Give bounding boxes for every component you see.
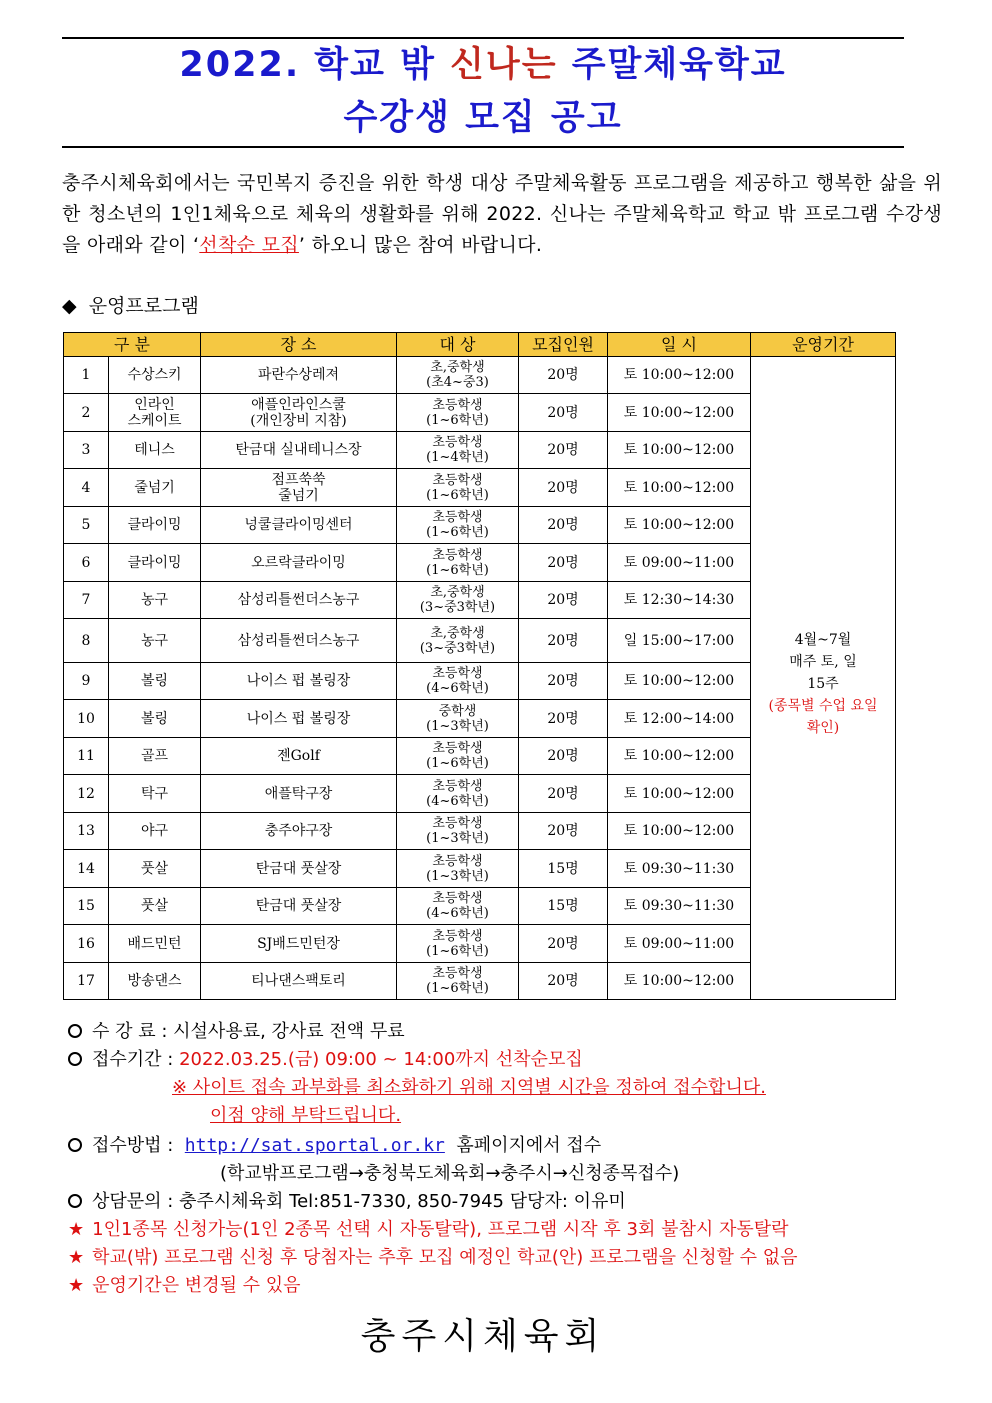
- row-number: 1: [64, 357, 109, 394]
- row-time: 토 09:30~11:30: [608, 888, 751, 925]
- row-target: [397, 700, 519, 738]
- warning-row-1: ★ 1인1종목 신청가능(1인 2종목 선택 시 자동탈락), 프로그램 시작 후 3회 불참시 자동탈락: [68, 1219, 789, 1240]
- row-target: [397, 813, 519, 850]
- star-icon: ★: [68, 1275, 85, 1296]
- circle-bullet-icon: [68, 1138, 82, 1152]
- row-target: [397, 775, 519, 813]
- row-time: 토 10:00~12:00: [608, 663, 751, 700]
- target-grade: (1~6학년): [426, 562, 489, 578]
- row-place: 나이스 펍 볼링장: [201, 700, 397, 738]
- target-group: 초등학생: [432, 397, 483, 413]
- period-line1: 4월~7월: [794, 632, 852, 648]
- row-time: 토 10:00~12:00: [608, 813, 751, 850]
- row-target: [397, 738, 519, 775]
- row-sport: 농구: [109, 619, 201, 663]
- row-sport: 방송댄스: [109, 963, 201, 1000]
- row-sport: 배드민턴: [109, 925, 201, 963]
- row-sport: 풋살: [109, 888, 201, 925]
- row-number: 10: [64, 700, 109, 738]
- period-line2: 매주 토, 일: [789, 654, 857, 670]
- row-count: 20명: [519, 813, 608, 850]
- row-sport: 클라이밍: [109, 507, 201, 544]
- row-time: 토 12:30~14:30: [608, 582, 751, 619]
- row-place: 탄금대 실내테니스장: [201, 432, 397, 469]
- row-count: 20명: [519, 432, 608, 469]
- operation-period-cell: [751, 357, 896, 1000]
- row-sport: 탁구: [109, 775, 201, 813]
- row-target: [397, 850, 519, 888]
- period-line4: (종목별 수업 요일: [768, 698, 878, 714]
- target-group: 초등학생: [432, 928, 483, 944]
- row-sport: 수상스키: [109, 357, 201, 394]
- page-title-line1: 2022. 학교 밖 신나는 주말체육학교: [179, 45, 787, 85]
- target-grade: (4~6학년): [426, 681, 489, 696]
- warning-row-3: ★ 운영기간은 변경될 수 있음: [68, 1275, 301, 1296]
- row-target: [397, 663, 519, 700]
- row-sport: 클라이밍: [109, 544, 201, 582]
- row-place: 점프쑥쑥 줄넘기: [201, 469, 397, 507]
- target-grade: (1~6학년): [426, 525, 489, 540]
- notes-section: [62, 1018, 952, 1300]
- row-number: 9: [64, 663, 109, 700]
- row-time: 토 10:00~12:00: [608, 775, 751, 813]
- top-rule: [62, 37, 904, 39]
- row-number: 7: [64, 582, 109, 619]
- row-number: 17: [64, 963, 109, 1000]
- notice-line1: ※ 사이트 접속 과부화를 최소화하기 위해 지역별 시간을 정하여 접수합니다.: [172, 1077, 766, 1098]
- row-count: 20명: [519, 357, 608, 394]
- method-row: 접수방법 : http://sat.sportal.or.kr 홈페이지에서 접수: [62, 1132, 952, 1160]
- row-sport: 골프: [109, 738, 201, 775]
- table-header-row: [64, 333, 896, 357]
- section-heading: ◆ 운영프로그램: [62, 295, 199, 317]
- target-grade: (1~6학년): [426, 487, 489, 503]
- row-sport: 야구: [109, 813, 201, 850]
- row-sport: 풋살: [109, 850, 201, 888]
- row-place: 티나댄스팩토리: [201, 963, 397, 1000]
- target-grade: (1~3학년): [426, 718, 489, 734]
- period-line3: 15주: [807, 676, 839, 692]
- target-grade: (4~6학년): [426, 906, 489, 921]
- row-count: 20명: [519, 738, 608, 775]
- row-target: [397, 963, 519, 1000]
- fee-row: 수 강 료 : 시설사용료, 강사료 전액 무료: [62, 1018, 952, 1046]
- row-target: [397, 582, 519, 619]
- target-group: 초,중학생: [430, 360, 485, 375]
- row-target: [397, 469, 519, 507]
- row-count: 20명: [519, 619, 608, 663]
- row-time: 토 10:00~12:00: [608, 432, 751, 469]
- table-row: [64, 357, 896, 394]
- target-group: 초등학생: [432, 891, 483, 906]
- period-row: 접수기간 : 2022.03.25.(금) 09:00 ~ 14:00까지 선착순모집: [62, 1046, 952, 1074]
- target-group: 초등학생: [432, 741, 483, 756]
- row-count: 20명: [519, 700, 608, 738]
- target-grade: (1~4학년): [426, 450, 489, 465]
- star-icon: ★: [68, 1219, 85, 1240]
- row-time: 토 09:00~11:00: [608, 544, 751, 582]
- target-grade: (1~6학년): [426, 981, 489, 996]
- target-grade: (1~3학년): [426, 868, 489, 884]
- row-sport: 볼링: [109, 700, 201, 738]
- row-number: 14: [64, 850, 109, 888]
- target-grade: (4~6학년): [426, 793, 489, 809]
- target-group: 초등학생: [432, 853, 483, 869]
- row-time: 토 10:00~12:00: [608, 394, 751, 432]
- row-place: 충주야구장: [201, 813, 397, 850]
- star-icon: ★: [68, 1247, 85, 1268]
- circle-bullet-icon: [68, 1194, 82, 1208]
- target-grade: (1~6학년): [426, 756, 489, 771]
- intro-paragraph: 충주시체육회에서는 국민복지 증진을 위한 학생 대상 주말체육활동 프로그램을 제공하고 행복한 삶을 위한 청소년의 1인1체육으로 체육의 생활화를 위해 2022. 신나는 주말체육학교 학교 밖 프로그램 수강생을 아래와 같이 ‘선착순 모집’ 하오니 많은 참여 바랍니다.: [62, 172, 942, 256]
- row-target: [397, 507, 519, 544]
- target-grade: (초4~중3): [426, 375, 489, 390]
- row-sport: 테니스: [109, 432, 201, 469]
- row-count: 20명: [519, 507, 608, 544]
- header-time: 일 시: [608, 333, 751, 357]
- notice-line2: 이점 양해 부탁드립니다.: [210, 1105, 402, 1126]
- row-sport: 볼링: [109, 663, 201, 700]
- header-count: 모집인원: [519, 333, 608, 357]
- row-place: 파란수상레져: [201, 357, 397, 394]
- target-group: 초등학생: [432, 435, 483, 450]
- circle-bullet-icon: [68, 1024, 82, 1038]
- row-target: [397, 888, 519, 925]
- row-sport: 인라인 스케이트: [109, 394, 201, 432]
- footer-organization: 충주시체육회: [360, 1316, 606, 1357]
- row-time: 토 10:00~12:00: [608, 357, 751, 394]
- row-number: 2: [64, 394, 109, 432]
- title-bottom-rule: [62, 146, 904, 148]
- target-grade: (1~6학년): [426, 943, 489, 959]
- row-place: 오르락클라이밍: [201, 544, 397, 582]
- row-number: 13: [64, 813, 109, 850]
- target-group: 초등학생: [432, 666, 483, 681]
- header-category: 구 분: [64, 333, 201, 357]
- page-title-line2: 수강생 모집 공고: [343, 98, 623, 138]
- row-time: 일 15:00~17:00: [608, 619, 751, 663]
- row-place: 탄금대 풋살장: [201, 888, 397, 925]
- target-grade: (1~3학년): [426, 831, 489, 846]
- target-grade: (3~중3학년): [419, 600, 496, 615]
- row-number: 16: [64, 925, 109, 963]
- row-target: [397, 432, 519, 469]
- row-number: 5: [64, 507, 109, 544]
- target-grade: (3~중3학년): [419, 640, 496, 656]
- program-table: [63, 332, 896, 1000]
- row-count: 20명: [519, 775, 608, 813]
- row-target: [397, 357, 519, 394]
- row-target: [397, 925, 519, 963]
- row-number: 12: [64, 775, 109, 813]
- target-group: 초,중학생: [430, 585, 485, 600]
- row-count: 20명: [519, 663, 608, 700]
- row-target: [397, 544, 519, 582]
- row-number: 8: [64, 619, 109, 663]
- target-group: 초등학생: [432, 778, 483, 794]
- row-place: SJ배드민턴장: [201, 925, 397, 963]
- target-group: 초,중학생: [430, 625, 485, 641]
- row-target: [397, 394, 519, 432]
- row-place: 넝쿨클라이밍센터: [201, 507, 397, 544]
- row-place: 애플인라인스쿨 (개인장비 지참): [201, 394, 397, 432]
- header-period: 운영기간: [751, 333, 896, 357]
- row-count: 20명: [519, 544, 608, 582]
- intro-highlight: 선착순 모집: [199, 234, 299, 256]
- target-group: 초등학생: [432, 510, 483, 525]
- contact-row: 상담문의 : 충주시체육회 Tel:851-7330, 850-7945 담당자: 이유미: [62, 1188, 952, 1216]
- row-count: 20명: [519, 963, 608, 1000]
- target-group: 초등학생: [432, 472, 483, 488]
- row-count: 15명: [519, 850, 608, 888]
- row-place: 삼성리틀썬더스농구: [201, 619, 397, 663]
- row-count: 20명: [519, 469, 608, 507]
- row-number: 11: [64, 738, 109, 775]
- row-place: 삼성리틀썬더스농구: [201, 582, 397, 619]
- registration-link[interactable]: http://sat.sportal.or.kr: [184, 1135, 445, 1156]
- row-number: 6: [64, 544, 109, 582]
- period-line5: 확인): [806, 720, 840, 736]
- target-group: 초등학생: [432, 966, 483, 981]
- row-target: [397, 619, 519, 663]
- row-time: 토 10:00~12:00: [608, 507, 751, 544]
- target-group: 중학생: [438, 703, 477, 719]
- row-count: 20명: [519, 394, 608, 432]
- row-time: 토 09:30~11:30: [608, 850, 751, 888]
- header-target: 대 상: [397, 333, 519, 357]
- row-number: 15: [64, 888, 109, 925]
- row-place: 애플탁구장: [201, 775, 397, 813]
- row-time: 토 10:00~12:00: [608, 469, 751, 507]
- row-number: 3: [64, 432, 109, 469]
- target-grade: (1~6학년): [426, 412, 489, 428]
- row-place: 나이스 펍 볼링장: [201, 663, 397, 700]
- row-count: 20명: [519, 582, 608, 619]
- row-place: 탄금대 풋살장: [201, 850, 397, 888]
- row-time: 토 09:00~11:00: [608, 925, 751, 963]
- row-count: 15명: [519, 888, 608, 925]
- circle-bullet-icon: [68, 1052, 82, 1066]
- warning-row-2: ★ 학교(밖) 프로그램 신청 후 당첨자는 추후 모집 예정인 학교(안) 프로그램을 신청할 수 없음: [68, 1247, 798, 1268]
- row-sport: 줄넘기: [109, 469, 201, 507]
- target-group: 초등학생: [432, 816, 483, 831]
- row-place: 젠Golf: [201, 738, 397, 775]
- row-number: 4: [64, 469, 109, 507]
- row-time: 토 12:00~14:00: [608, 700, 751, 738]
- header-place: 장 소: [201, 333, 397, 357]
- row-time: 토 10:00~12:00: [608, 738, 751, 775]
- row-time: 토 10:00~12:00: [608, 963, 751, 1000]
- row-count: 20명: [519, 925, 608, 963]
- target-group: 초등학생: [432, 547, 483, 563]
- diamond-bullet-icon: ◆: [62, 295, 77, 317]
- method-path: (학교밖프로그램→충청북도체육회→충주시→신청종목접수): [220, 1163, 680, 1184]
- row-sport: 농구: [109, 582, 201, 619]
